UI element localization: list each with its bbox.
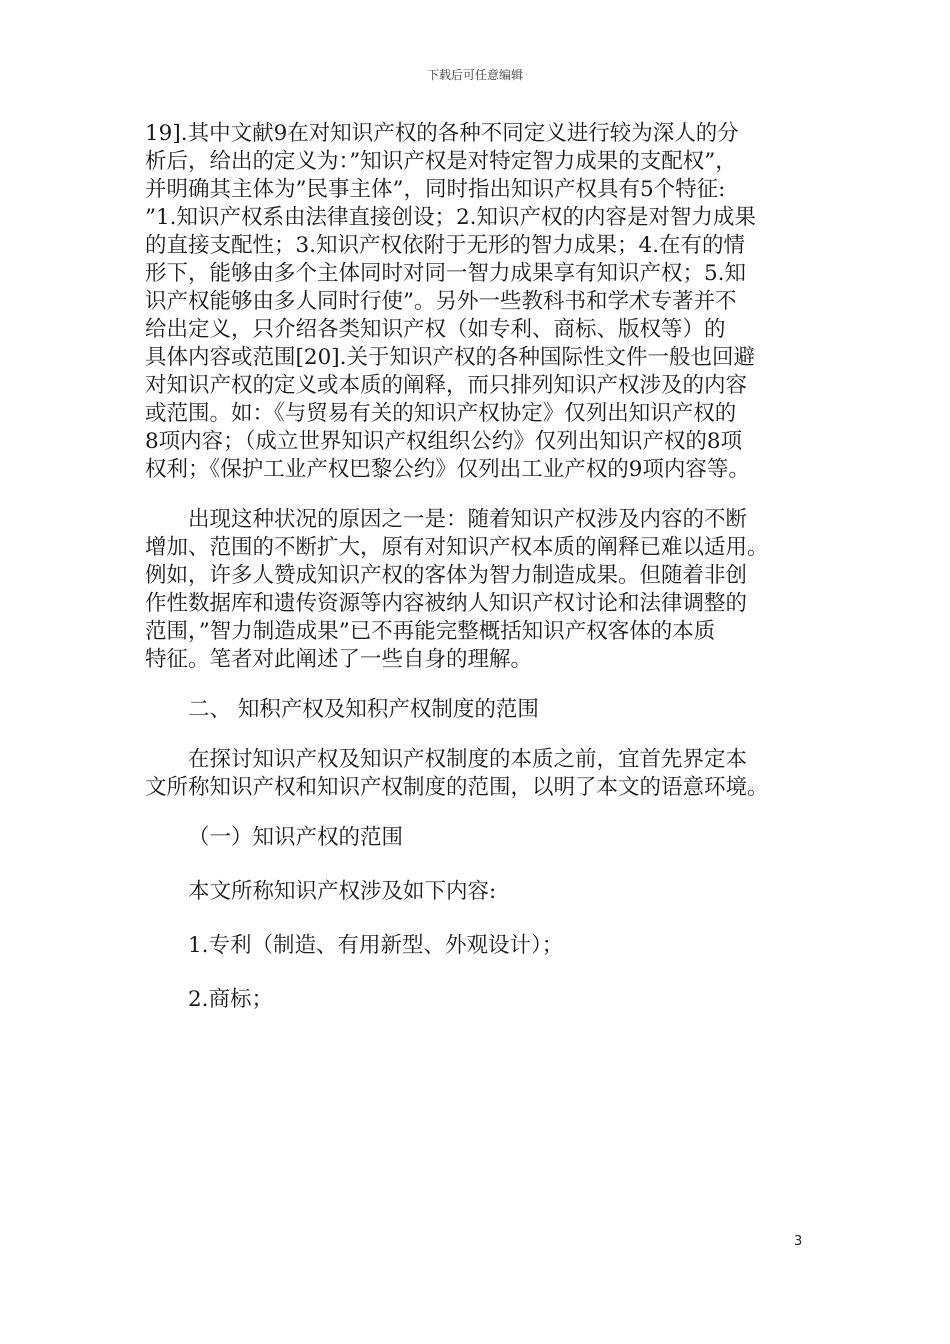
text-line: 19].其中文献9在对知识产权的各种不同定义进行较为深人的分 [145,121,739,146]
text-line: 对知识产权的定义或本质的阐释，而只排列知识产权涉及的内容 [145,373,748,398]
text-line: 范围，”智力制造成果”已不再能完整概括知识产权客体的本质 [145,619,716,644]
text-line: 具体内容或范围[20].关于知识产权的各种国际性文件一般也回避 [145,345,755,370]
paragraph-definitions [145,120,817,484]
text-line: 权利；《保护工业产权巴黎公约》仅列出工业产权的9项内容等。 [145,457,750,482]
text-line: 的直接支配性；3.知识产权依附于无形的智力成果；4.在有的情 [145,233,746,258]
paragraph-gap [145,724,817,746]
paragraph-gap [145,484,817,506]
subsection-heading: （一）知识产权的范围 [188,825,404,850]
paragraph-gap [145,674,817,696]
paragraph-gap [145,906,817,932]
text-line: 出现这种状况的原因之一是：随着知识产权涉及内容的不断 [188,507,748,532]
text-line: 给出定义，只介绍各类知识产权（如专利、商标、版权等）的 [145,317,726,342]
paragraph-content-intro: 本文所称知识产权涉及如下内容: [188,879,497,904]
text-line: 例如，许多人赞成知识产权的客体为智力制造成果。但随着非创 [145,563,748,588]
text-line: 形下，能够由多个主体同时对同一智力成果享有知识产权；5.知 [145,261,747,286]
page-number: 3 [794,1234,803,1249]
text-line: 或范围。如：《与贸易有关的知识产权协定》仅列出知识产权的 [145,401,737,426]
text-line: 文所称知识产权和知识产权制度的范围，以明了本文的语意环境。 [145,775,769,800]
paragraph-reasons [145,506,817,674]
list-item: 2.商标； [188,987,274,1012]
text-line: 在探讨知识产权及知识产权制度的本质之前，宜首先界定本 [188,747,748,772]
text-line: 8项内容；（成立世界知识产权组织公约》仅列出知识产权的8项 [145,429,743,454]
text-line: 识产权能够由多人同时行使”。另外一些教科书和学术专著并不 [145,289,737,314]
text-line: 作性数据库和遗传资源等内容被纳人知识产权讨论和法律调整的 [145,591,748,616]
paragraph-gap [145,852,817,878]
document-body [145,120,817,1014]
text-line: 并明确其主体为”民事主体”，同时指出知识产权具有5个特征: [145,177,726,202]
paragraph-gap [145,802,817,824]
text-line: 增加、范围的不断扩大，原有对知识产权本质的阐释已难以适用。 [145,535,769,560]
text-line: 析后，给出的定义为：”知识产权是对特定智力成果的支配权”， [145,149,737,174]
paragraph-scope [145,746,817,802]
section-heading: 二、 知积产权及知积产权制度的范围 [188,697,539,722]
list-item: 1.专利（制造、有用新型、外观设计）； [188,933,564,958]
header-note: 下载后可任意编辑 [426,68,523,82]
text-line: ”1.知识产权系由法律直接创设；2.知识产权的内容是对智力成果 [145,205,757,230]
text-line: 特征。笔者对此阐述了一些自身的理解。 [145,647,533,672]
paragraph-gap [145,960,817,986]
